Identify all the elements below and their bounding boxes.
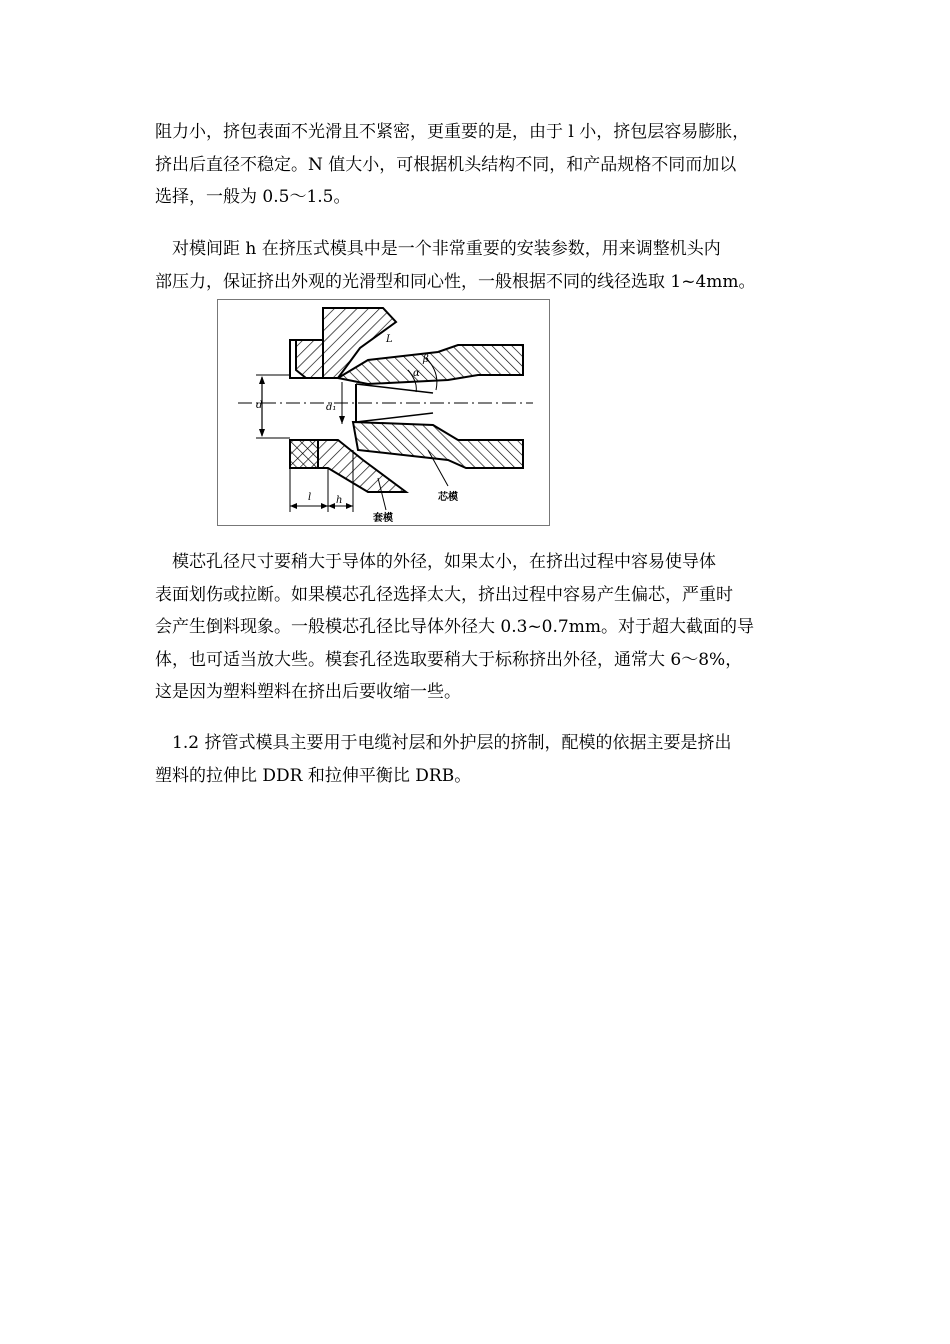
text-line: 阻力小，挤包表面不光滑且不紧密，更重要的是，由于 l 小，挤包层容易膨胀， xyxy=(155,122,750,142)
text-line: 部压力，保证挤出外观的光滑型和同心性，一般根据不同的线径选取 1~4mm。 xyxy=(155,271,756,292)
paragraph-4 xyxy=(155,727,805,792)
paragraph-2 xyxy=(155,233,805,298)
die-cross-section-drawing xyxy=(218,300,549,525)
dimension-d-label: d xyxy=(256,400,263,411)
angle-alpha-label: α xyxy=(413,368,420,379)
text-line: 会产生倒料现象。一般模芯孔径比导体外径大 0.3~0.7mm。对于超大截面的导 xyxy=(155,617,754,637)
text-line: 选择，一般为 0.5～1.5。 xyxy=(155,187,351,207)
die-diagram-figure xyxy=(217,299,550,526)
dimension-l-label: l xyxy=(308,492,312,503)
core-die-label: 芯模 xyxy=(438,492,458,503)
paragraph-3 xyxy=(155,546,805,709)
text-line: 这是因为塑料塑料在挤出后要收缩一些。 xyxy=(155,682,461,702)
dimension-d1-label: d₁ xyxy=(326,402,337,413)
text-line: 模芯孔径尺寸要稍大于导体的外径，如果太小，在挤出过程中容易使导体 xyxy=(155,552,716,572)
core-die-lower xyxy=(353,422,523,468)
sleeve-die-lower-left xyxy=(290,440,318,468)
length-L-label: L xyxy=(386,334,393,345)
sleeve-die-label: 套模 xyxy=(373,513,393,524)
text-line: 表面划伤或拉断。如果模芯孔径选择太大，挤出过程中容易产生偏芯，严重时 xyxy=(155,584,733,605)
text-line: 对模间距 h 在挤压式模具中是一个非常重要的安装参数，用来调整机头内 xyxy=(155,239,721,259)
text-line: 体，也可适当放大些。模套孔径选取要稍大于标称挤出外径，通常大 6～8%， xyxy=(155,649,743,670)
text-line: 挤出后直径不稳定。N 值大小，可根据机头结构不同，和产品规格不同而加以 xyxy=(155,154,737,175)
angle-beta-label: β xyxy=(423,354,429,365)
paragraph-1 xyxy=(155,116,805,214)
text-line: 塑料的拉伸比 DDR 和拉伸平衡比 DRB。 xyxy=(155,765,472,786)
text-line: 1.2 挤管式模具主要用于电缆衬层和外护层的挤制，配模的依据主要是挤出 xyxy=(155,733,732,753)
dimension-h-label: h xyxy=(336,495,343,506)
core-die-upper xyxy=(338,345,523,384)
